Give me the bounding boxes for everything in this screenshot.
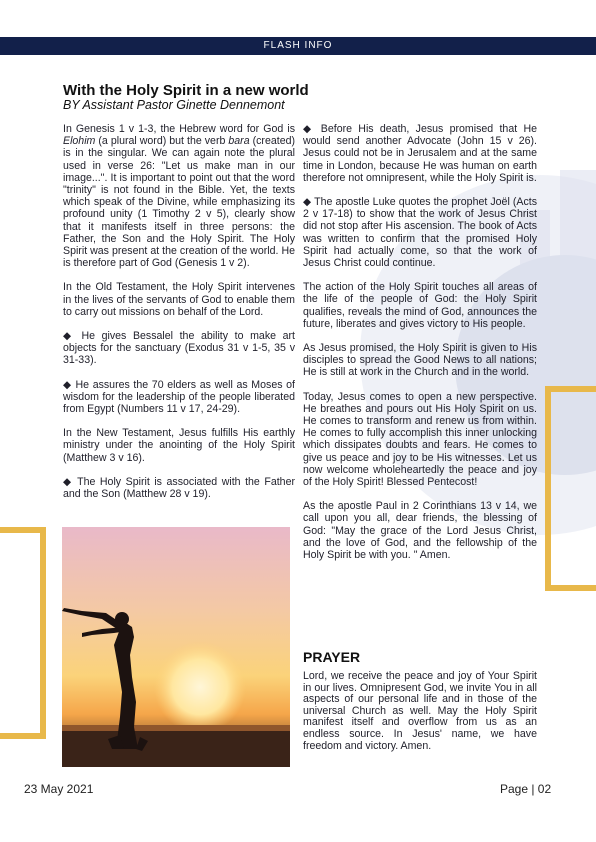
article-byline: BY Assistant Pastor Ginette Dennemont — [63, 98, 285, 112]
paragraph: In the Old Testament, the Holy Spirit intervenes in the lives of the servants of God to enable them to carry out missions on behalf of the Lord. — [63, 281, 295, 318]
paragraph: As Jesus promised, the Holy Spirit is given to His disciples to spread the Good News to all nations; He is still at work in the Church and in the world. — [303, 342, 537, 379]
paragraph: In the New Testament, Jesus fulfills His earthly ministry under the anointing of the Holy Spirit (Matthew 3 v 16). — [63, 427, 295, 464]
gold-frame-left — [0, 527, 46, 739]
paragraph: ◆ Before His death, Jesus promised that He would send another Advocate (John 15 v 26). Jesus could not be in Jerusalem and at the same time in London, because He was human on earth therefore not omnipresent, while the Holy Spirit is. — [303, 123, 537, 184]
footer-page-number: Page | 02 — [500, 782, 552, 796]
paragraph: ◆ The apostle Luke quotes the prophet Joël (Acts 2 v 17-18) to show that the work of Jesus Christ did not stop after His ascension. The book of Acts was written to confirm that the promised Holy Spirit had actually come, so that the work of Jesus Christ could continue. — [303, 196, 537, 270]
paragraph: ◆ The Holy Spirit is associated with the Father and the Son (Matthew 28 v 19). — [63, 475, 295, 501]
header-banner — [0, 37, 596, 55]
paragraph: In Genesis 1 v 1-3, the Hebrew word for God is Elohim (a plural word) but the verb bara (created) is in the singular. We can again note the plural used in verse 26: "Let us make man in our image...". It is important to point out that the word "trinity" is not found in the Bible. Yet, the texts which speak of the Divine, while emphasizing its profound unity (1 Timothy 2 v 5), clearly show that it manifests itself in three persons: the Father, the Son and the Holy Spirit. The Holy Spirit was present at the creation of the world. He is therefore part of God (Genesis 1 v 2). — [63, 123, 295, 270]
term-bara: bara — [228, 135, 250, 148]
gold-frame-right — [545, 386, 596, 591]
paragraph: The action of the Holy Spirit touches all areas of the life of the people of God: the Holy Spirit qualifies, reveals the mind of God, announces the future, liberates and gives victory to His people. — [303, 281, 537, 330]
article-column-left — [63, 123, 295, 512]
article-title: With the Holy Spirit in a new world — [63, 82, 309, 99]
paragraph: Today, Jesus comes to open a new perspective. He breathes and pours out His Holy Spirit on us. He comes to transform and renew us from within. He comes to fully accomplish this inner unlocking which dissipates doubts and fears. He comes to give us peace and joy to be His witnesses. Let us now welcome wholeheartedly the peace and joy of the Holy Spirit! Blessed Pentecost! — [303, 390, 537, 489]
prayer-text: Lord, we receive the peace and joy of Your Spirit in our lives. Omnipresent God, we invite You in all aspects of our personal life and in those of the universal Church as well. May the Holy Spirit manifest itself and overflow from us as an endless source. In Jesus' name, we have freedom and victory. Amen. — [303, 670, 537, 752]
sunset-photo — [62, 527, 290, 767]
paragraph: ◆ He assures the 70 elders as well as Moses of wisdom for the leadership of the people liberated from Egypt (Numbers 11 v 17, 24-29). — [63, 378, 295, 416]
watermark-pillar — [560, 170, 596, 310]
prayer-heading: PRAYER — [303, 649, 361, 665]
article-column-right — [303, 123, 537, 573]
footer-date: 23 May 2021 — [24, 782, 94, 796]
sunset-silhouette-image — [62, 527, 290, 767]
term-elohim: Elohim — [63, 135, 96, 148]
banner-label: FLASH INFO — [263, 40, 333, 51]
paragraph: ◆ He gives Bessalel the ability to make art objects for the sanctuary (Exodus 31 v 1-5, 35 v 31-33). — [63, 330, 295, 367]
paragraph: As the apostle Paul in 2 Corinthians 13 v 14, we call upon you all, dear friends, the blessing of God: "May the grace of the Lord Jesus Christ, and the love of God, and the fellowship of the Holy Spirit be with you. " Amen. — [303, 500, 537, 562]
